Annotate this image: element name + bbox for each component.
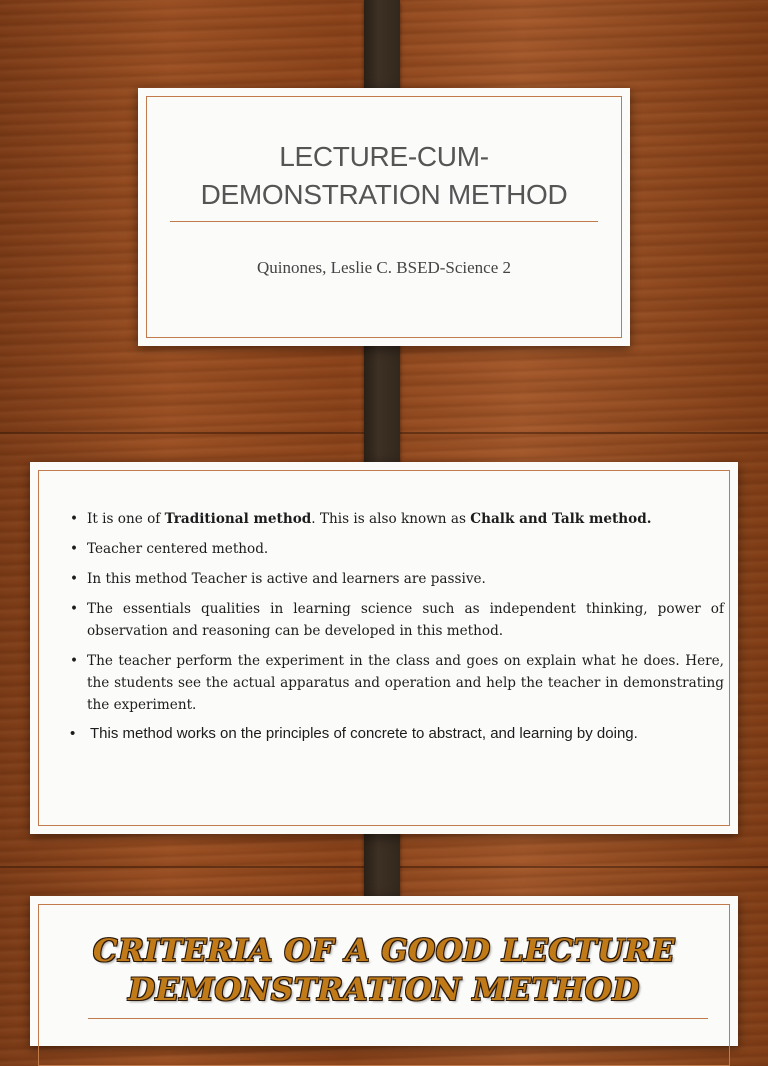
bullet-item: • The essentials qualities in learning science such as independent thinking, power of observation and reasoning can be developed in this method.	[70, 598, 724, 642]
bullet-text: It is one of	[87, 511, 165, 527]
bullet-item	[70, 508, 724, 530]
bullet-bold: Traditional method	[164, 511, 312, 527]
bullet-list	[70, 508, 724, 751]
title-divider	[170, 221, 598, 222]
content-slide	[30, 462, 738, 834]
criteria-heading	[40, 932, 728, 1010]
criteria-divider	[88, 1018, 708, 1019]
strap	[364, 330, 400, 480]
criteria-heading-line: DEMONSTRATION METHOD	[128, 972, 640, 1008]
slide-title-line: DEMONSTRATION METHOD	[200, 179, 568, 210]
title-slide	[138, 88, 630, 346]
slide-title	[158, 138, 610, 214]
bullet-item: • The teacher perform the experiment in the class and goes on explain what he does. Here, the students see the actual apparatus and operation and help the teacher in demonstrating the experiment.	[70, 650, 724, 716]
bullet-item: • This method works on the principles of concrete to abstract, and learning by doing.	[70, 724, 724, 743]
slide-subtitle: Quinones, Leslie C. BSED-Science 2	[256, 258, 511, 277]
slide-title-line: LECTURE-CUM-	[279, 141, 489, 172]
bullet-item: • In this method Teacher is active and learners are passive.	[70, 568, 724, 590]
bullet-text: . This is also known as	[311, 511, 471, 527]
slide-frame	[146, 96, 622, 338]
bullet-item: • Teacher centered method.	[70, 538, 724, 560]
criteria-heading-line: CRITERIA OF A GOOD LECTURE	[92, 933, 676, 969]
bullet-bold: Chalk and Talk method.	[470, 511, 652, 527]
